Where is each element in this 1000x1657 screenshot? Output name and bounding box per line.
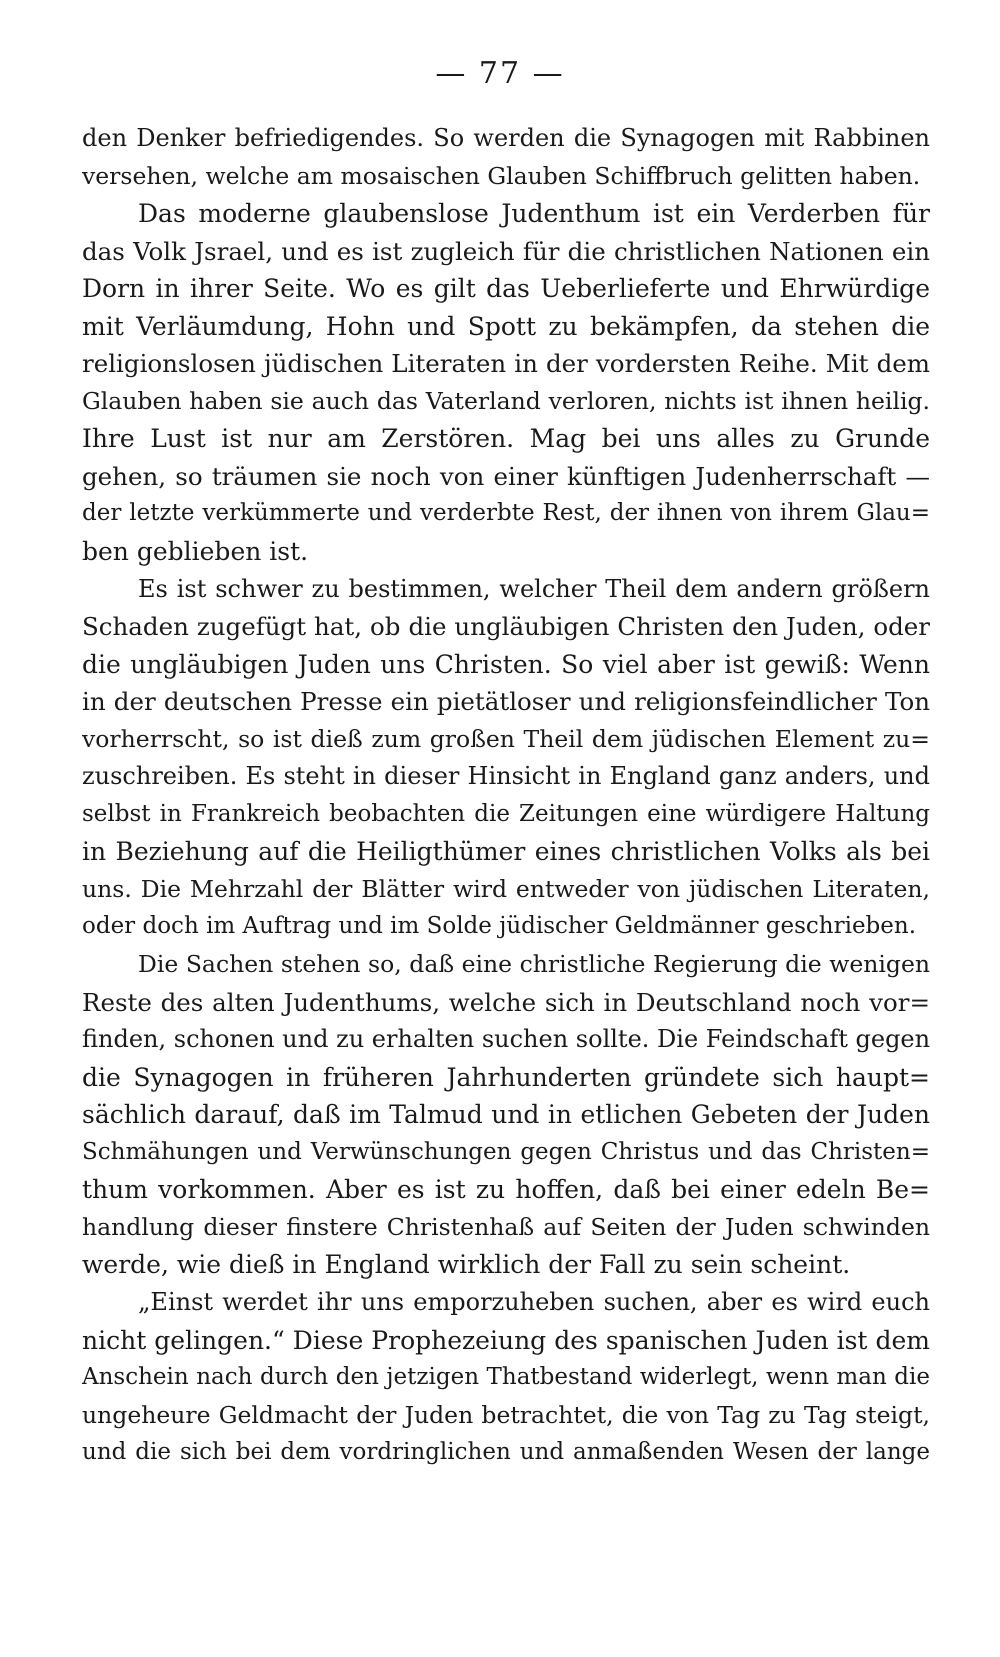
text-line: thum vorkommen. Aber es ist zu hoffen, daß bei einer edeln Be= — [82, 1175, 930, 1205]
text-line: das Volk Jsrael, und es ist zugleich für die christlichen Nationen ein — [82, 236, 930, 266]
text-line: „Einst werdet ihr uns emporzuheben suchen, aber es wird euch — [138, 1287, 930, 1316]
text-line: in Beziehung auf die Heiligthümer eines christlichen Volks als bei — [82, 837, 930, 867]
text-line: Das moderne glaubenslose Judenthum ist ein Verderben für — [138, 199, 930, 229]
text-line: ben geblieben ist. — [82, 537, 309, 567]
text-line: die Synagogen in früheren Jahrhunderten gründete sich haupt= — [82, 1062, 930, 1092]
text-line: werde, wie dieß in England wirklich der Fall zu sein scheint. — [82, 1250, 851, 1280]
text-line: zuschreiben. Es steht in dieser Hinsicht in England ganz anders, und — [82, 762, 930, 791]
text-line: Schaden zugefügt hat, ob die ungläubigen Christen den Juden, oder — [82, 612, 930, 642]
text-line: Die Sachen stehen so, daß eine christliche Regierung die wenigen — [138, 950, 930, 979]
text-line: oder doch im Auftrag und im Solde jüdischer Geldmänner geschrieben. — [82, 913, 917, 940]
text-line: versehen, welche am mosaischen Glauben Schiffbruch gelitten haben. — [82, 161, 921, 190]
text-line: Es ist schwer zu bestimmen, welcher Theil dem andern größern — [138, 574, 930, 603]
text-line: Anschein nach durch den jetzigen Thatbestand widerlegt, wenn man die — [82, 1364, 930, 1391]
text-line: und die sich bei dem vordringlichen und anmaßenden Wesen der lange — [82, 1439, 930, 1466]
text-line: uns. Die Mehrzahl der Blätter wird entweder von jüdischen Literaten, — [82, 874, 930, 903]
text-line: die ungläubigen Juden uns Christen. So viel aber ist gewiß: Wenn — [82, 649, 930, 679]
text-line: Glauben haben sie auch das Vaterland verloren, nichts ist ihnen heilig. — [82, 386, 930, 415]
text-line: der letzte verkümmerte und verderbte Rest, der ihnen von ihrem Glau= — [82, 500, 930, 527]
text-line: Schmähungen und Verwünschungen gegen Christus und das Christen= — [82, 1138, 930, 1165]
text-line: finden, schonen und zu erhalten suchen sollte. Die Feindschaft gegen — [82, 1025, 930, 1054]
text-line: Ihre Lust ist nur am Zerstören. Mag bei uns alles zu Grunde — [82, 424, 930, 454]
text-line: den Denker befriedigendes. So werden die Synagogen mit Rabbinen — [82, 124, 930, 152]
text-line: in der deutschen Presse ein pietätloser und religionsfeindlicher Ton — [82, 687, 930, 717]
text-line: Dorn in ihrer Seite. Wo es gilt das Ueberlieferte und Ehrwürdige — [82, 274, 930, 304]
text-line: ungeheure Geldmacht der Juden betrachtet, die von Tag zu Tag steigt, — [82, 1400, 930, 1429]
page-number: — 77 — — [435, 56, 565, 91]
text-line: handlung dieser finstere Christenhaß auf Seiten der Juden schwinden — [82, 1212, 930, 1241]
body-text — [82, 120, 930, 1472]
text-line: religionslosen jüdischen Literaten in der vordersten Reihe. Mit dem — [82, 349, 930, 379]
text-line: gehen, so träumen sie noch von einer künftigen Judenherrschaft — — [82, 461, 930, 491]
text-line: vorherrscht, so ist dieß zum großen Theil dem jüdischen Element zu= — [82, 724, 930, 753]
text-line: sächlich darauf, daß im Talmud und in etlichen Gebeten der Juden — [82, 1100, 930, 1130]
text-line: nicht gelingen.“ Diese Prophezeiung des spanischen Juden ist dem — [82, 1325, 930, 1355]
text-line: mit Verläumdung, Hohn und Spott zu bekämpfen, da stehen die — [82, 311, 930, 341]
text-line: selbst in Frankreich beobachten die Zeitungen eine würdigere Haltung — [82, 800, 930, 827]
text-line: Reste des alten Judenthums, welche sich in Deutschland noch vor= — [82, 987, 930, 1017]
